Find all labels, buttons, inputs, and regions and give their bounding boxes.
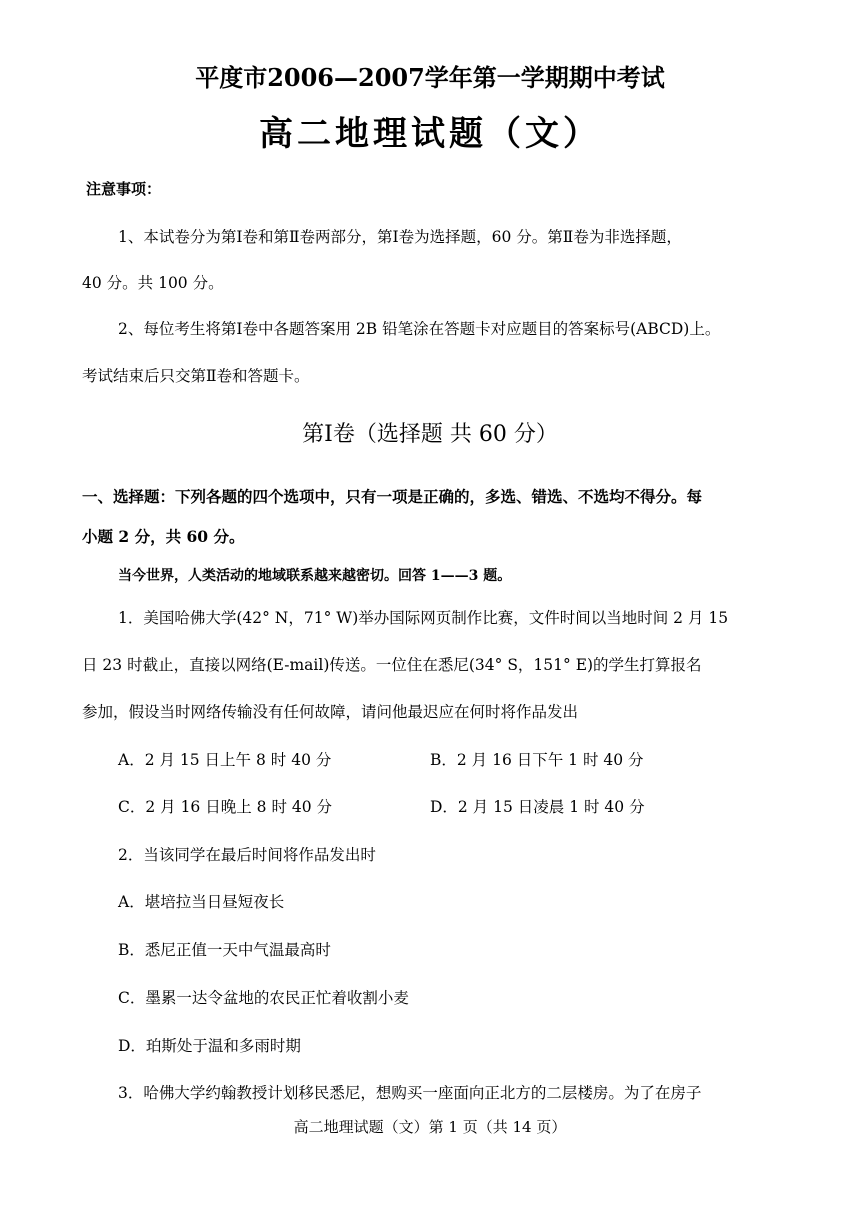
question-1: 1．美国哈佛大学(42° N，71° W)举办国际网页制作比赛，文件时间以当地时间 2 月 15 (118, 609, 729, 627)
section-instruction-cont: 小题 2 分，共 60 分。 (82, 527, 245, 546)
notice-heading: 注意事项： (86, 180, 162, 198)
notice-item-1: 1、本试卷分为第Ⅰ卷和第Ⅱ卷两部分，第Ⅰ卷为选择题，60 分。第Ⅱ卷为非选择题， (118, 228, 682, 246)
question-1-cont-2: 参加，假设当时网络传输没有任何故障，请问他最迟应在何时将作品发出 (82, 703, 579, 721)
q2-option-b: B．悉尼正值一天中气温最高时 (118, 941, 331, 959)
question-2: 2．当该同学在最后时间将作品发出时 (118, 846, 376, 864)
q1-option-a: A．2 月 15 日上午 8 时 40 分 (118, 751, 332, 769)
q1-option-c: C．2 月 16 日晚上 8 时 40 分 (118, 798, 333, 816)
section-instruction: 一、选择题：下列各题的四个选项中，只有一项是正确的，多选、错选、不选均不得分。每 (82, 487, 703, 506)
page-footer: 高二地理试题（文）第 1 页（共 14 页） (293, 1118, 567, 1136)
q1-option-b: B．2 月 16 日下午 1 时 40 分 (430, 751, 644, 769)
notice-item-1-cont: 40 分。共 100 分。 (82, 274, 224, 292)
notice-item-2-cont: 考试结束后只交第Ⅱ卷和答题卡。 (82, 367, 310, 385)
exam-subtitle: 高二地理试题（文） (259, 114, 601, 154)
question-1-cont-1: 日 23 时截止，直接以网络(E-mail)传送。一位住在悉尼(34° S，151° E)的学生打算报名 (82, 656, 702, 674)
q2-option-d: D．珀斯处于温和多雨时期 (118, 1037, 301, 1055)
q2-option-a: A．堪培拉当日昼短夜长 (118, 893, 285, 911)
notice-item-2: 2、每位考生将第Ⅰ卷中各题答案用 2B 铅笔涂在答题卡对应题目的答案标号(ABCD)上。 (118, 320, 721, 338)
question-3: 3．哈佛大学约翰教授计划移民悉尼，想购买一座面向正北方的二层楼房。为了在房子 (118, 1084, 702, 1102)
question-group-intro: 当今世界，人类活动的地域联系越来越密切。回答 1——3 题。 (118, 568, 512, 584)
q1-option-d: D．2 月 15 日凌晨 1 时 40 分 (430, 798, 645, 816)
exam-title: 平度市2006—2007学年第一学期期中考试 (195, 63, 665, 92)
q2-option-c: C．墨累一达令盆地的农民正忙着收割小麦 (118, 989, 409, 1007)
section-title: 第Ⅰ卷（选择题 共 60 分） (302, 422, 558, 447)
